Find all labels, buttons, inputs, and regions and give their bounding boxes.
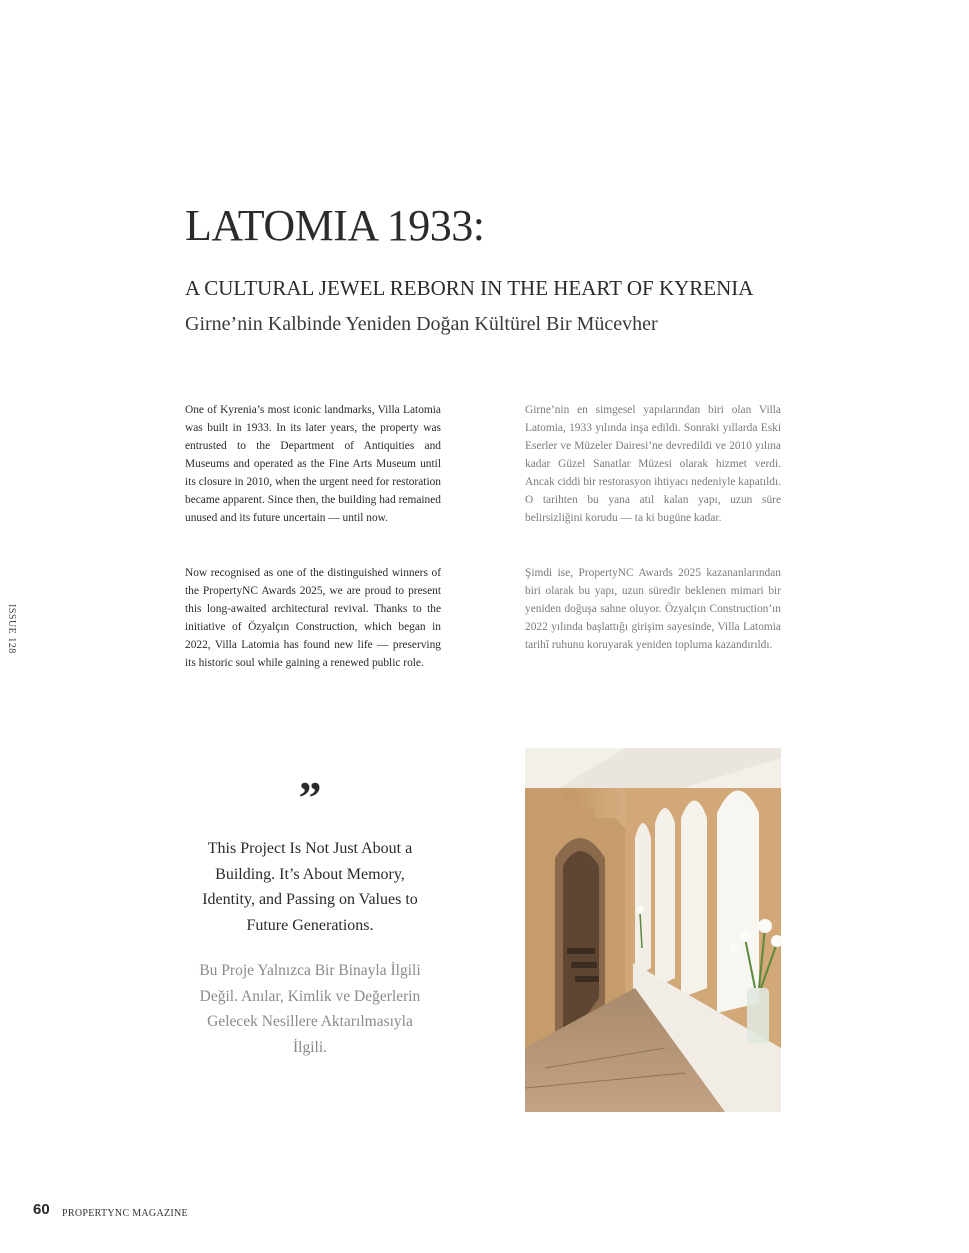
issue-label: ISSUE 128 [6, 604, 17, 654]
body-paragraph-tr-1: Girne’nin en simgesel yapılarından biri olan Villa Latomia, 1933 yılında inşa edildi. Sonraki yıllarda Eski Eserler ve Müzeler Dairesi’ne devredildi ve 2010 yılına kadar Güzel Sanatlar Müzesi olarak hizmet verdi. Ancak ciddi bir restorasyon ihtiyacı nedeniyle kapatıldı. O tarihten bu yana atıl kalan yapı, uzun süre belirsizliğini korudu — ta ki bugüne kadar. [525, 404, 781, 524]
page-number: 60 [33, 1201, 50, 1218]
pull-quote-english: This Project Is Not Just About a Building. It’s About Memory, Identity, and Passing on Values to Future Generations. [202, 840, 418, 934]
villa-corridor-photo [525, 748, 781, 1112]
pull-quote-turkish: Bu Proje Yalnızca Bir Binayla İlgili Değil. Anılar, Kimlik ve Değerlerin Gelecek Nesillere Aktarılmasıyla İlgili. [199, 962, 421, 1056]
body-paragraph-en-1: One of Kyrenia’s most iconic landmarks, Villa Latomia was built in 1933. In its later years, the property was entrusted to the Department of Antiquities and Museums and operated as the Fine Arts Museum until its closure in 2010, when the urgent need for restoration became apparent. Since then, the building had remained unused and its future uncertain — until now. [185, 404, 441, 524]
magazine-name: PROPERTYNC MAGAZINE [62, 1208, 188, 1219]
body-paragraph-tr-2: Şimdi ise, PropertyNC Awards 2025 kazananlarından biri olarak bu yapı, uzun süredir beklenen mimari bir yeniden doğuşa sahne oluyor. Özyalçın Construction’ın 2022 yılında başlattığı girişim sayesinde, Villa Latomia tarihî ruhunu koruyarak yeniden topluma kazandırıldı. [525, 567, 781, 651]
villa-corridor-illustration [525, 748, 781, 1112]
article-title: LATOMIA 1933: [185, 201, 485, 250]
article-subtitle-turkish: Girne’nin Kalbinde Yeniden Doğan Kültürel Bir Mücevher [185, 313, 658, 335]
body-paragraph-en-2: Now recognised as one of the distinguished winners of the PropertyNC Awards 2025, we are proud to present this long-awaited architectural revival. Thanks to the initiative of Özyalçın Construction, which began in 2022, Villa Latomia has found new life — preserving its historic soul while gaining a renewed public role. [185, 567, 441, 669]
article-subtitle-english: A CULTURAL JEWEL REBORN IN THE HEART OF KYRENIA [185, 276, 754, 300]
quote-mark-icon: ” [298, 772, 322, 823]
